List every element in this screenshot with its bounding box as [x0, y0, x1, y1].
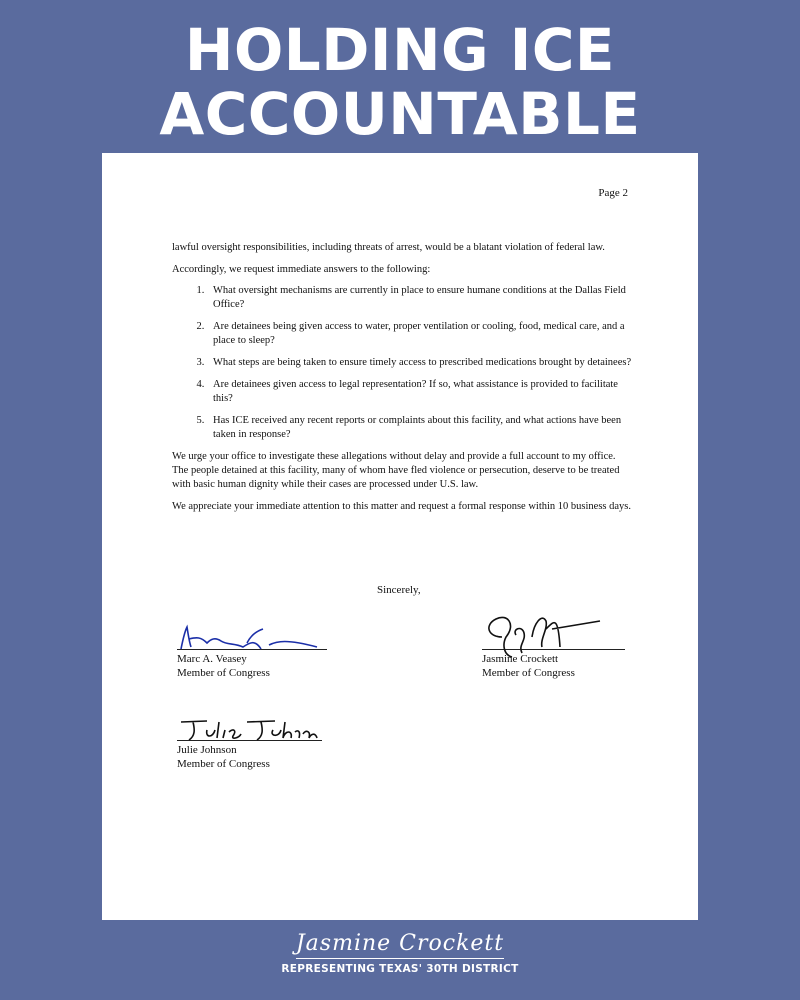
footer-divider: [296, 958, 504, 959]
letter-page: [102, 153, 698, 920]
intro-continuation: lawful oversight responsibilities, including threats of arrest, would be a blatant violation of federal law.: [172, 242, 605, 253]
valediction: Sincerely,: [377, 584, 421, 596]
urge-paragraph: We urge your office to investigate these allegations without delay and provide a full account to my office. The people detained at this facility, many of whom have fled violence or persecution, deserve to be treated with basic human dignity while their cases are processed under U.S. law.: [172, 451, 620, 490]
signatory-title: Member of Congress: [177, 758, 270, 770]
question-list: [172, 284, 632, 442]
signature-block-crockett: [482, 649, 625, 680]
signatory-name: Julie Johnson: [177, 744, 237, 756]
footer-script-name: Jasmine Crockett: [295, 931, 505, 956]
signature-johnson-image: [177, 716, 322, 746]
question-item: 4. Are detainees given access to legal representation? If so, what assistance is provided to facilitate this?: [207, 378, 632, 406]
headline-line-2: ACCOUNTABLE: [159, 80, 641, 148]
letter-body: [172, 241, 632, 521]
question-item: 3. What steps are being taken to ensure timely access to prescribed medications brought by detainees?: [207, 356, 632, 370]
question-item: 1. What oversight mechanisms are currently in place to ensure humane conditions at the Dallas Field Office?: [207, 284, 632, 312]
signature-veasey-image: [177, 621, 327, 661]
signatory-title: Member of Congress: [177, 667, 270, 679]
signatory-title: Member of Congress: [482, 667, 575, 679]
headline: [0, 18, 800, 146]
request-lead: Accordingly, we request immediate answers to the following:: [172, 263, 431, 275]
question-item: 2. Are detainees being given access to water, proper ventilation or cooling, food, medical care, and a place to sleep?: [207, 320, 632, 348]
page-number: Page 2: [598, 187, 628, 199]
signature-block-veasey: [177, 649, 327, 680]
closing-paragraph: We appreciate your immediate attention to this matter and request a formal response within 10 business days.: [172, 500, 631, 512]
signatory-name: Marc A. Veasey: [177, 653, 247, 665]
question-item: 5. Has ICE received any recent reports or complaints about this facility, and what actions have been taken in response?: [207, 414, 632, 442]
headline-line-1: HOLDING ICE: [184, 16, 616, 84]
signatory-name: Jasmine Crockett: [482, 653, 559, 665]
footer-branding: [0, 930, 800, 975]
signature-crockett-image: [482, 607, 625, 661]
footer-subtitle: REPRESENTING TEXAS' 30TH DISTRICT: [281, 963, 519, 975]
signature-block-johnson: [177, 740, 322, 771]
